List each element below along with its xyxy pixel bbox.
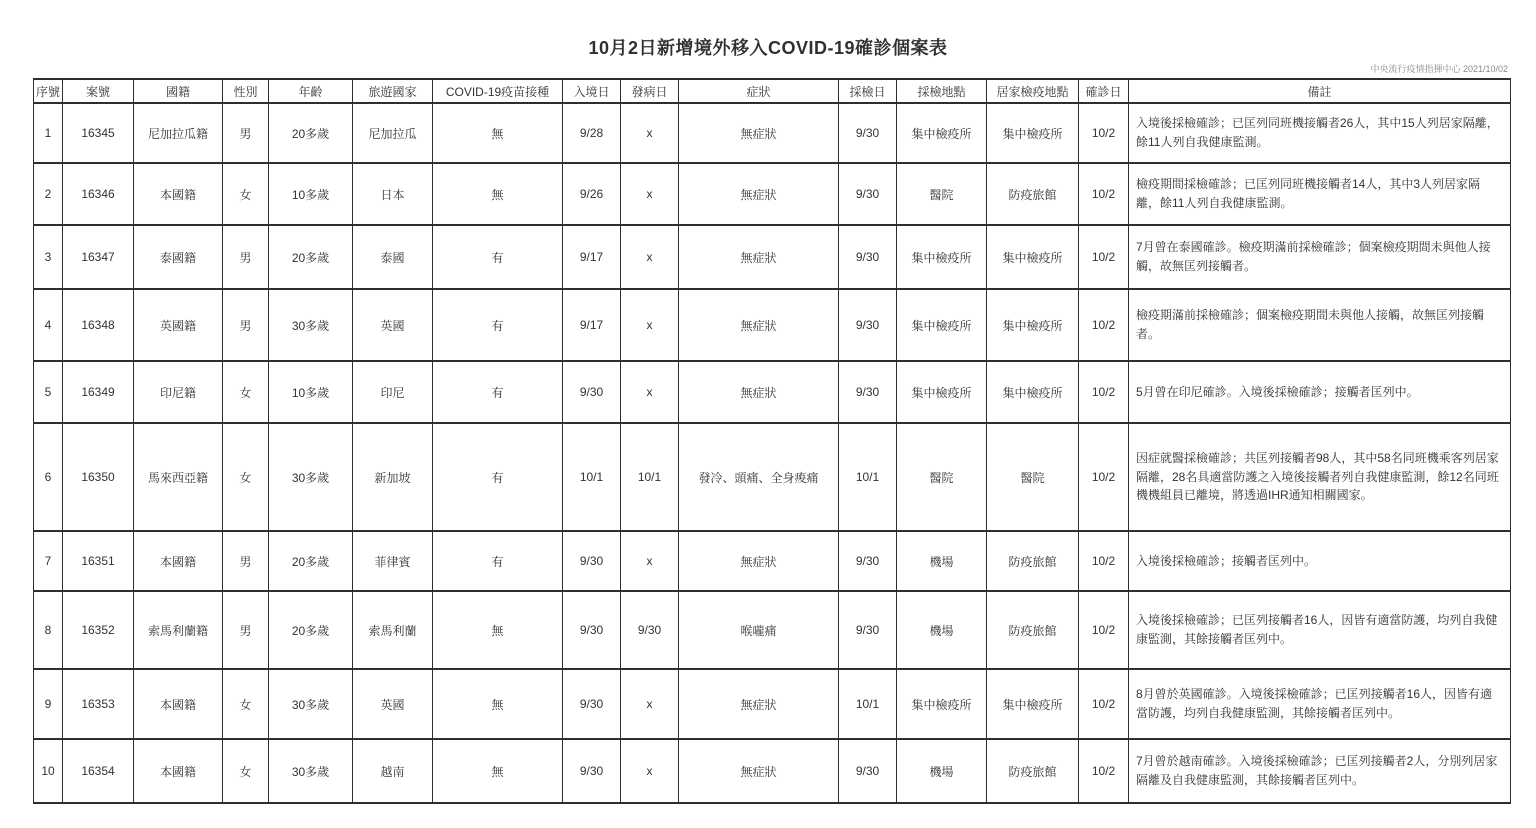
cell-quarantine-site: 防疫旅館 [987,739,1079,803]
cell-symptoms: 無症狀 [679,739,839,803]
cell-confirm-date: 10/2 [1079,225,1129,289]
cell-gender: 女 [223,423,269,531]
cell-onset-date: 10/1 [621,423,679,531]
cell-test-date: 10/1 [839,423,897,531]
header-remarks: 備註 [1129,79,1511,103]
cell-onset-date: x [621,163,679,225]
cell-quarantine-site: 集中檢疫所 [987,361,1079,423]
cell-travel-country: 越南 [353,739,433,803]
page-title: 10月2日新增境外移入COVID-19確診個案表 [588,38,948,58]
cell-nationality: 尼加拉瓜籍 [134,103,223,163]
header-nationality: 國籍 [134,79,223,103]
cell-symptoms: 無症狀 [679,289,839,361]
cell-test-date: 10/1 [839,669,897,739]
cell-nationality: 本國籍 [134,739,223,803]
cell-quarantine-site: 集中檢疫所 [987,669,1079,739]
cell-case-no: 16353 [63,669,134,739]
cell-entry-date: 9/17 [563,225,621,289]
cell-quarantine-site: 集中檢疫所 [987,103,1079,163]
cell-entry-date: 9/28 [563,103,621,163]
header-entry-date: 入境日 [563,79,621,103]
cell-vaccine: 無 [433,103,563,163]
cell-entry-date: 9/30 [563,669,621,739]
cell-test-site: 機場 [897,591,987,669]
cell-case-no: 16352 [63,591,134,669]
cell-age: 20多歲 [269,531,353,591]
cell-travel-country: 菲律賓 [353,531,433,591]
cell-confirm-date: 10/2 [1079,531,1129,591]
cell-confirm-date: 10/2 [1079,739,1129,803]
header-symptoms: 症狀 [679,79,839,103]
cell-seq: 4 [34,289,63,361]
header-age: 年齡 [269,79,353,103]
cell-test-site: 集中檢疫所 [897,225,987,289]
cell-onset-date: x [621,103,679,163]
cell-confirm-date: 10/2 [1079,103,1129,163]
table-row [34,163,1511,225]
cell-age: 30多歲 [269,289,353,361]
cell-gender: 女 [223,163,269,225]
cell-entry-date: 9/30 [563,531,621,591]
cell-onset-date: x [621,289,679,361]
cell-entry-date: 9/30 [563,591,621,669]
cell-case-no: 16348 [63,289,134,361]
cell-travel-country: 索馬利蘭 [353,591,433,669]
cell-remarks: 因症就醫採檢確診；共匡列接觸者98人，其中58名同班機乘客列居家隔離，28名具適當防護之入境後接觸者列自我健康監測，餘12名同班機機組員已離境，將透過IHR通知相關國家。 [1129,423,1511,531]
cell-travel-country: 日本 [353,163,433,225]
cell-quarantine-site: 醫院 [987,423,1079,531]
cell-case-no: 16350 [63,423,134,531]
header-seq: 序號 [34,79,63,103]
cell-onset-date: x [621,669,679,739]
cell-remarks: 入境後採檢確診；已匡列接觸者16人，因皆有適當防護，均列自我健康監測，其餘接觸者匡列中。 [1129,591,1511,669]
table-row [34,423,1511,531]
table-row [34,103,1511,163]
cell-test-site: 醫院 [897,163,987,225]
cell-gender: 男 [223,289,269,361]
cell-seq: 7 [34,531,63,591]
cell-age: 10多歲 [269,163,353,225]
header-test-date: 採檢日 [839,79,897,103]
cell-symptoms: 無症狀 [679,669,839,739]
cell-seq: 9 [34,669,63,739]
cell-travel-country: 尼加拉瓜 [353,103,433,163]
header-vaccine: COVID-19疫苗接種 [433,79,563,103]
cell-onset-date: x [621,531,679,591]
cell-remarks: 檢疫期間採檢確診；已匡列同班機接觸者14人，其中3人列居家隔離，餘11人列自我健康監測。 [1129,163,1511,225]
cell-seq: 2 [34,163,63,225]
cell-vaccine: 有 [433,225,563,289]
cell-test-site: 集中檢疫所 [897,289,987,361]
cell-symptoms: 無症狀 [679,103,839,163]
cell-gender: 男 [223,591,269,669]
cell-age: 10多歲 [269,361,353,423]
cell-symptoms: 無症狀 [679,361,839,423]
cell-nationality: 英國籍 [134,289,223,361]
cell-symptoms: 喉嚨痛 [679,591,839,669]
cell-gender: 男 [223,531,269,591]
cell-case-no: 16345 [63,103,134,163]
cell-age: 20多歲 [269,591,353,669]
cell-onset-date: x [621,739,679,803]
cell-test-date: 9/30 [839,591,897,669]
cell-entry-date: 9/30 [563,739,621,803]
cell-entry-date: 10/1 [563,423,621,531]
cell-test-site: 機場 [897,531,987,591]
header-gender: 性別 [223,79,269,103]
cell-confirm-date: 10/2 [1079,361,1129,423]
cell-symptoms: 無症狀 [679,225,839,289]
cell-quarantine-site: 防疫旅館 [987,591,1079,669]
cell-quarantine-site: 防疫旅館 [987,531,1079,591]
table-row [34,289,1511,361]
cell-age: 30多歲 [269,669,353,739]
cell-quarantine-site: 集中檢疫所 [987,289,1079,361]
cell-seq: 8 [34,591,63,669]
cell-nationality: 本國籍 [134,163,223,225]
cell-nationality: 索馬利蘭籍 [134,591,223,669]
cell-gender: 女 [223,739,269,803]
cell-age: 20多歲 [269,103,353,163]
header-onset-date: 發病日 [621,79,679,103]
cell-age: 30多歲 [269,739,353,803]
cell-entry-date: 9/26 [563,163,621,225]
cell-remarks: 檢疫期滿前採檢確診；個案檢疫期間未與他人接觸，故無匡列接觸者。 [1129,289,1511,361]
cell-vaccine: 無 [433,163,563,225]
cell-travel-country: 英國 [353,289,433,361]
table-row [34,669,1511,739]
cell-confirm-date: 10/2 [1079,289,1129,361]
cell-travel-country: 印尼 [353,361,433,423]
cell-confirm-date: 10/2 [1079,163,1129,225]
cell-test-date: 9/30 [839,739,897,803]
table-row [34,225,1511,289]
cell-vaccine: 有 [433,289,563,361]
cell-nationality: 本國籍 [134,669,223,739]
cell-remarks: 8月曾於英國確診。入境後採檢確診；已匡列接觸者16人，因皆有適當防護，均列自我健康監測，其餘接觸者匡列中。 [1129,669,1511,739]
cell-seq: 10 [34,739,63,803]
cell-entry-date: 9/17 [563,289,621,361]
covid-case-table [33,78,1511,804]
cell-nationality: 印尼籍 [134,361,223,423]
cell-test-site: 集中檢疫所 [897,103,987,163]
cell-nationality: 本國籍 [134,531,223,591]
table-header-row [34,79,1511,103]
cell-travel-country: 新加坡 [353,423,433,531]
cell-remarks: 入境後採檢確診；接觸者匡列中。 [1129,531,1511,591]
cell-test-site: 醫院 [897,423,987,531]
cell-confirm-date: 10/2 [1079,423,1129,531]
cell-seq: 6 [34,423,63,531]
cell-vaccine: 有 [433,423,563,531]
cell-test-site: 集中檢疫所 [897,361,987,423]
cell-entry-date: 9/30 [563,361,621,423]
cell-test-date: 9/30 [839,163,897,225]
header-travel-country: 旅遊國家 [353,79,433,103]
cell-vaccine: 無 [433,591,563,669]
cell-age: 30多歲 [269,423,353,531]
cell-remarks: 7月曾在泰國確診。檢疫期滿前採檢確診；個案檢疫期間未與他人接觸，故無匡列接觸者。 [1129,225,1511,289]
cell-test-date: 9/30 [839,361,897,423]
table-row [34,531,1511,591]
cell-test-date: 9/30 [839,531,897,591]
cell-gender: 女 [223,669,269,739]
cell-onset-date: x [621,225,679,289]
cell-remarks: 5月曾在印尼確診。入境後採檢確診；接觸者匡列中。 [1129,361,1511,423]
cell-travel-country: 泰國 [353,225,433,289]
cell-test-date: 9/30 [839,103,897,163]
cell-gender: 女 [223,361,269,423]
cell-seq: 5 [34,361,63,423]
cell-nationality: 馬來西亞籍 [134,423,223,531]
cell-test-date: 9/30 [839,225,897,289]
cell-remarks: 入境後採檢確診；已匡列同班機接觸者26人，其中15人列居家隔離，餘11人列自我健康監測。 [1129,103,1511,163]
cell-case-no: 16347 [63,225,134,289]
cell-vaccine: 無 [433,669,563,739]
header-case-no: 案號 [63,79,134,103]
cell-vaccine: 無 [433,739,563,803]
cell-test-site: 機場 [897,739,987,803]
table-row [34,739,1511,803]
cell-vaccine: 有 [433,361,563,423]
table-row [34,591,1511,669]
cell-case-no: 16354 [63,739,134,803]
cell-test-site: 集中檢疫所 [897,669,987,739]
cell-symptoms: 無症狀 [679,163,839,225]
cell-quarantine-site: 集中檢疫所 [987,225,1079,289]
header-test-site: 採檢地點 [897,79,987,103]
cell-case-no: 16346 [63,163,134,225]
cell-case-no: 16351 [63,531,134,591]
cell-age: 20多歲 [269,225,353,289]
cell-quarantine-site: 防疫旅館 [987,163,1079,225]
cell-gender: 男 [223,103,269,163]
source-note: 中央流行疫情指揮中心 2021/10/02 [1370,64,1508,74]
cell-seq: 1 [34,103,63,163]
cell-symptoms: 發冷、頭痛、全身痠痛 [679,423,839,531]
cell-vaccine: 有 [433,531,563,591]
cell-onset-date: 9/30 [621,591,679,669]
cell-remarks: 7月曾於越南確診。入境後採檢確診；已匡列接觸者2人，分別列居家隔離及自我健康監測，其餘接觸者匡列中。 [1129,739,1511,803]
cell-symptoms: 無症狀 [679,531,839,591]
cell-nationality: 泰國籍 [134,225,223,289]
cell-confirm-date: 10/2 [1079,669,1129,739]
header-confirm-date: 確診日 [1079,79,1129,103]
cell-seq: 3 [34,225,63,289]
cell-test-date: 9/30 [839,289,897,361]
cell-case-no: 16349 [63,361,134,423]
cell-gender: 男 [223,225,269,289]
cell-onset-date: x [621,361,679,423]
header-quarantine-site: 居家檢疫地點 [987,79,1079,103]
table-row [34,361,1511,423]
cell-confirm-date: 10/2 [1079,591,1129,669]
cell-travel-country: 英國 [353,669,433,739]
